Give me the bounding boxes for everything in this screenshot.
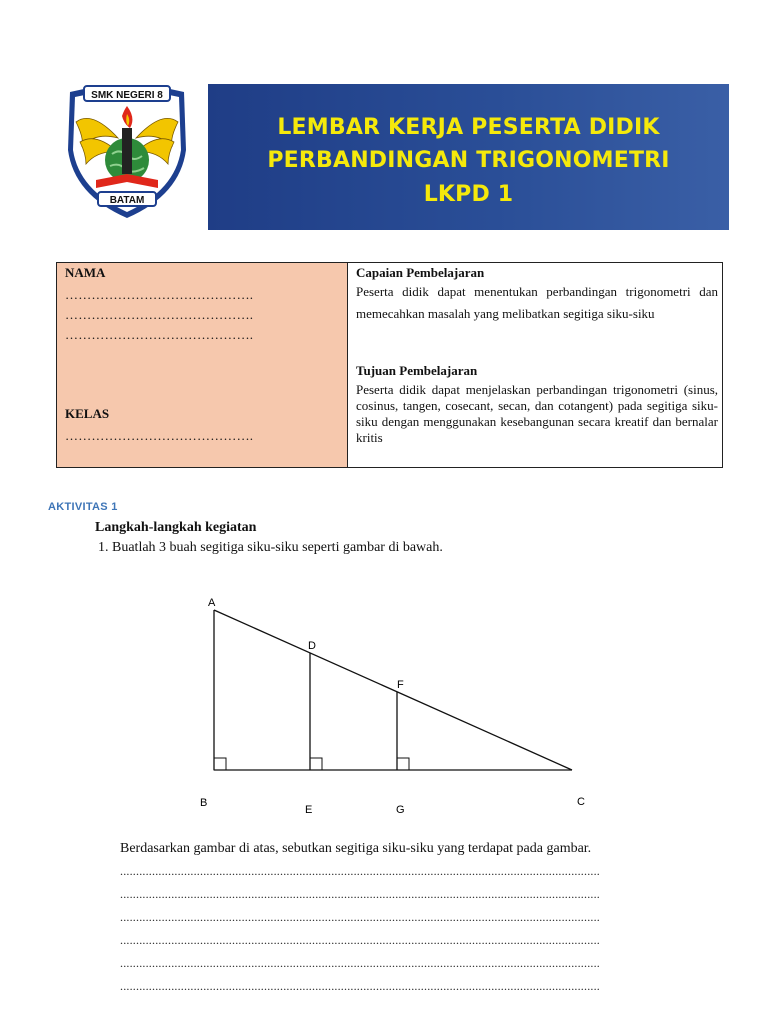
tujuan-title: Tujuan Pembelajaran xyxy=(356,363,478,378)
step-1: 1. Buatlah 3 buah segitiga siku-siku seperti gambar di bawah. xyxy=(98,540,443,555)
triangle-figure xyxy=(190,590,610,820)
side-ac xyxy=(214,610,572,770)
answer-line-6[interactable]: ...................................................................................................................................................... xyxy=(120,979,600,993)
title-line-2: PERBANDINGAN TRIGONOMETRI xyxy=(267,148,670,173)
point-label-b: B xyxy=(200,797,208,809)
logo-top-text: SMK NEGERI 8 xyxy=(91,90,163,101)
answer-line-2[interactable]: ...................................................................................................................................................... xyxy=(120,887,600,901)
right-angle-e xyxy=(310,758,322,770)
nama-dots-3: ……………………………………. xyxy=(65,327,254,342)
answer-line-5[interactable]: ...................................................................................................................................................... xyxy=(120,956,600,970)
nama-dots-2: ……………………………………. xyxy=(65,307,254,322)
learning-column xyxy=(348,263,722,467)
activity-label: AKTIVITAS 1 xyxy=(48,501,118,513)
capaian-title: Capaian Pembelajaran xyxy=(356,265,485,280)
kelas-label: KELAS xyxy=(65,406,110,421)
nama-label: NAMA xyxy=(65,265,106,280)
kelas-dots: ……………………………………. xyxy=(65,428,254,443)
answer-line-3[interactable]: ...................................................................................................................................................... xyxy=(120,910,600,924)
answer-line-4[interactable]: ...................................................................................................................................................... xyxy=(120,933,600,947)
question-text: Berdasarkan gambar di atas, sebutkan segitiga siku-siku yang terdapat pada gambar. xyxy=(120,841,592,856)
right-angle-b xyxy=(214,758,226,770)
answer-line-1[interactable]: ...................................................................................................................................................... xyxy=(120,864,600,878)
info-table xyxy=(56,262,723,468)
point-label-c: C xyxy=(577,796,585,808)
logo-bottom-text: BATAM xyxy=(109,195,145,206)
nama-dots-1: ……………………………………. xyxy=(65,287,254,302)
title-line-1: LEMBAR KERJA PESERTA DIDIK xyxy=(277,115,660,140)
point-label-d: D xyxy=(308,640,316,652)
tujuan-text: Peserta didik dapat menjelaskan perbandingan trigonometri (sinus, cosinus, tangen, cosecant, secan, dan cotangent) pada segitiga siku-siku dengan menggunakan kesebangunan secara kreatif dan bernalar kritis xyxy=(356,382,718,445)
identity-column xyxy=(57,263,348,467)
title-line-3: LKPD 1 xyxy=(423,182,514,207)
point-label-g: G xyxy=(396,804,405,816)
steps-title: Langkah-langkah kegiatan xyxy=(95,520,257,535)
point-label-e: E xyxy=(305,804,313,816)
right-angle-g xyxy=(397,758,409,770)
point-label-f: F xyxy=(397,679,404,691)
school-logo xyxy=(62,80,192,220)
point-label-a: A xyxy=(208,597,216,609)
capaian-text: Peserta didik dapat menentukan perbandingan trigonometri dan memecahkan masalah yang melibatkan segitiga siku-siku xyxy=(356,284,718,321)
